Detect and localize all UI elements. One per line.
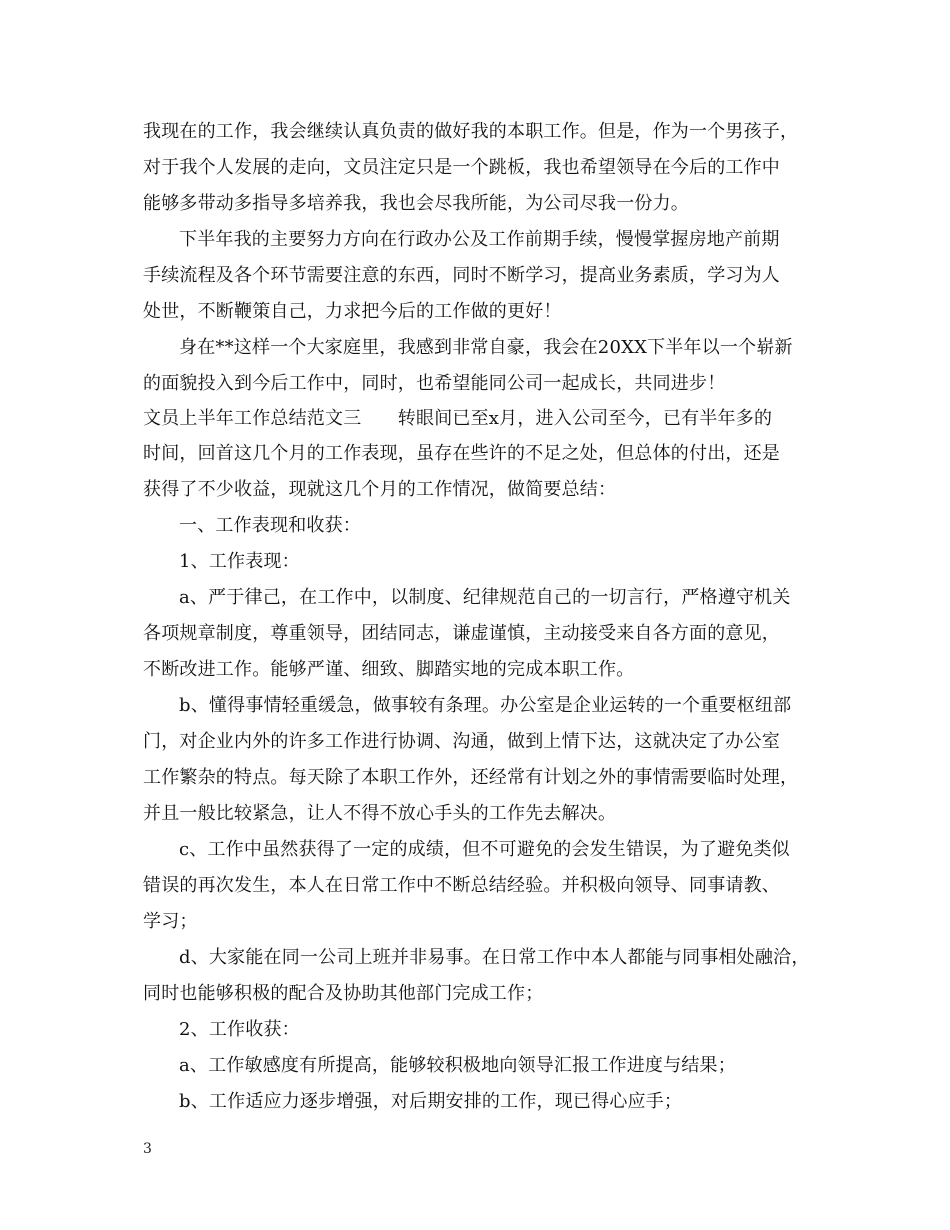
text-line: 获得了不少收益，现就这几个月的工作情况，做简要总结：: [143, 479, 617, 500]
text-line: b、懂得事情轻重缓急，做事较有条理。办公室是企业运转的一个重要枢纽部: [179, 695, 792, 716]
text-line: 同时也能够积极的配合及协助其他部门完成工作；: [143, 983, 544, 1004]
text-line: 能够多带动多指导多培养我，我也会尽我所能，为公司尽我一份力。: [143, 193, 689, 214]
subsection-heading: 2、工作收获：: [179, 1019, 300, 1040]
text-line: d、大家能在同一公司上班并非易事。在日常工作中本人都能与同事相处融洽，: [179, 947, 810, 968]
subsection-heading: 1、工作表现：: [179, 551, 300, 572]
text-line: 各项规章制度，尊重领导，团结同志，谦虚谨慎，主动接受来自各方面的意见，: [143, 623, 780, 644]
section-heading: 一、工作表现和收获：: [179, 515, 361, 536]
text-line: b、工作适应力逐步增强，对后期安排的工作，现已得心应手；: [179, 1091, 683, 1112]
text-line: 时间，回首这几个月的工作表现，虽存在些许的不足之处，但总体的付出，还是: [143, 443, 780, 464]
text-line: 手续流程及各个环节需要注意的东西，同时不断学习，提高业务素质，学习为人: [143, 265, 780, 286]
text-line: 处世，不断鞭策自己，力求把今后的工作做的更好！: [143, 301, 562, 322]
text-line: a、工作敏感度有所提高，能够较积极地向领导汇报工作进度与结果；: [179, 1055, 736, 1076]
text-line: 不断改进工作。能够严谨、细致、脚踏实地的完成本职工作。: [143, 659, 635, 680]
text-line: 学习；: [143, 911, 198, 932]
text-line: 文员上半年工作总结范文三 转眼间已至x月，进入公司至今，已有半年多的: [143, 408, 773, 429]
page-number: 3: [143, 1141, 152, 1157]
text-line: 对于我个人发展的走向，文员注定只是一个跳板，我也希望领导在今后的工作中: [143, 157, 780, 178]
text-line: c、工作中虽然获得了一定的成绩，但不可避免的会发生错误，为了避免类似: [179, 839, 790, 860]
text-line: 错误的再次发生，本人在日常工作中不断总结经验。并积极向领导、同事请教、: [143, 875, 780, 896]
text-line: 我现在的工作，我会继续认真负责的做好我的本职工作。但是，作为一个男孩子，: [143, 121, 799, 142]
text-line: 并且一般比较紧急，让人不得不放心手头的工作先去解决。: [143, 803, 617, 824]
text-line: 下半年我的主要努力方向在行政办公及工作前期手续，慢慢掌握房地产前期: [179, 229, 780, 250]
text-line: a、严于律己，在工作中，以制度、纪律规范自己的一切言行，严格遵守机关: [179, 587, 791, 608]
text-line: 门，对企业内外的许多工作进行协调、沟通，做到上情下达，这就决定了办公室: [143, 731, 780, 752]
text-line: 的面貌投入到今后工作中，同时，也希望能同公司一起成长，共同进步！: [143, 373, 726, 394]
text-line: 身在**这样一个大家庭里，我感到非常自豪，我会在20XX下半年以一个崭新: [179, 337, 793, 358]
text-line: 工作繁杂的特点。每天除了本职工作外，还经常有计划之外的事情需要临时处理，: [143, 767, 799, 788]
